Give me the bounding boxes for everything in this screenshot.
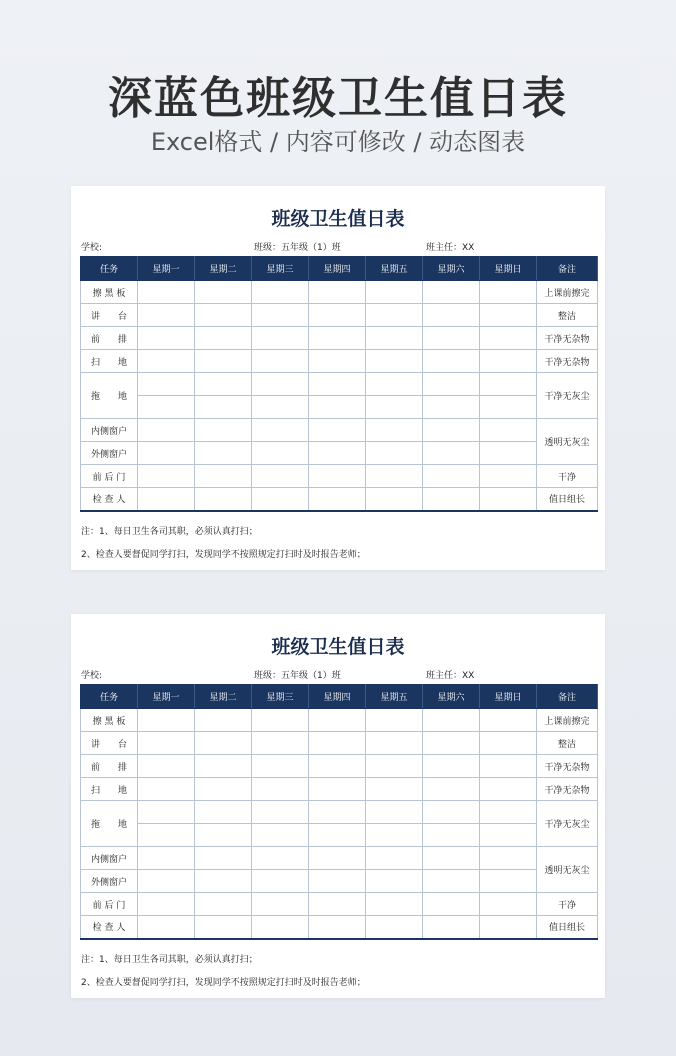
task-front-row: 前 排: [81, 327, 138, 350]
duty-sheet-2: [71, 614, 605, 998]
sat-cell[interactable]: [423, 801, 480, 824]
sun-cell[interactable]: [480, 419, 537, 442]
wed-cell[interactable]: [252, 893, 309, 916]
wed-cell[interactable]: [252, 465, 309, 488]
tue-cell[interactable]: [195, 778, 252, 801]
thu-cell[interactable]: [309, 801, 366, 824]
task-inner-window: 内侧窗户: [81, 419, 138, 442]
sat-cell[interactable]: [423, 281, 480, 304]
thu-cell[interactable]: [309, 732, 366, 755]
tue-cell[interactable]: [195, 709, 252, 732]
mon-cell[interactable]: [138, 916, 195, 939]
sat-cell[interactable]: [423, 488, 480, 511]
sat-cell[interactable]: [423, 893, 480, 916]
tue-cell[interactable]: [195, 327, 252, 350]
mon-cell[interactable]: [138, 373, 195, 396]
fri-cell[interactable]: [366, 465, 423, 488]
wed-cell[interactable]: [252, 304, 309, 327]
sun-cell[interactable]: [480, 801, 537, 824]
tue-cell[interactable]: [195, 916, 252, 939]
fri-cell[interactable]: [366, 893, 423, 916]
fri-cell[interactable]: [366, 281, 423, 304]
task-inspector: 检 查 人: [81, 916, 138, 939]
fri-cell[interactable]: [366, 304, 423, 327]
school-label: 学校:: [81, 243, 103, 253]
mon-cell[interactable]: [138, 488, 195, 511]
thu-cell[interactable]: [309, 916, 366, 939]
table-row: [81, 870, 598, 893]
table-row: [81, 419, 598, 442]
sun-cell[interactable]: [480, 893, 537, 916]
note-blackboard: 上课前擦完: [537, 281, 598, 304]
hero-subtitle: Excel格式 / 内容可修改 / 动态图表: [150, 128, 526, 156]
tue-cell[interactable]: [195, 419, 252, 442]
tue-cell[interactable]: [195, 801, 252, 824]
tue-cell[interactable]: [195, 396, 252, 419]
tue-cell[interactable]: [195, 870, 252, 893]
sat-cell[interactable]: [423, 709, 480, 732]
note-mop: 干净无灰尘: [537, 801, 598, 847]
table-row: [81, 350, 598, 373]
header-fri: 星期五: [366, 257, 423, 281]
sheet-title: 班级卫生值日表: [271, 208, 405, 230]
header-mon: 星期一: [138, 257, 195, 281]
thu-cell[interactable]: [309, 709, 366, 732]
tue-cell[interactable]: [195, 304, 252, 327]
mon-cell[interactable]: [138, 304, 195, 327]
thu-cell[interactable]: [309, 373, 366, 396]
task-blackboard: 擦 黑 板: [81, 281, 138, 304]
sat-cell[interactable]: [423, 870, 480, 893]
sat-cell[interactable]: [423, 755, 480, 778]
header-sun: 星期日: [480, 257, 537, 281]
sat-cell[interactable]: [423, 419, 480, 442]
sat-cell[interactable]: [423, 847, 480, 870]
tue-cell[interactable]: [195, 465, 252, 488]
sun-cell[interactable]: [480, 442, 537, 465]
sun-cell[interactable]: [480, 373, 537, 396]
fri-cell[interactable]: [366, 916, 423, 939]
note-inspector: 值日组长: [537, 916, 598, 939]
table-row: [81, 709, 598, 732]
table-row: [81, 801, 598, 824]
fri-cell[interactable]: [366, 870, 423, 893]
header-fri: 星期五: [366, 685, 423, 709]
mon-cell[interactable]: [138, 755, 195, 778]
sun-cell[interactable]: [480, 350, 537, 373]
thu-cell[interactable]: [309, 304, 366, 327]
thu-cell[interactable]: [309, 824, 366, 847]
mon-cell[interactable]: [138, 893, 195, 916]
tue-cell[interactable]: [195, 488, 252, 511]
footnote-2: 2、检查人要督促同学打扫，发现同学不按照规定打扫时及时报告老师；: [81, 550, 366, 560]
wed-cell[interactable]: [252, 732, 309, 755]
tue-cell[interactable]: [195, 281, 252, 304]
sun-cell[interactable]: [480, 732, 537, 755]
note-windows: 透明无灰尘: [537, 847, 598, 893]
tue-cell[interactable]: [195, 350, 252, 373]
mon-cell[interactable]: [138, 824, 195, 847]
sheet-title: 班级卫生值日表: [271, 636, 405, 658]
sun-cell[interactable]: [480, 916, 537, 939]
note-front-row: 干净无杂物: [537, 327, 598, 350]
fri-cell[interactable]: [366, 373, 423, 396]
sat-cell[interactable]: [423, 465, 480, 488]
table-row: [81, 396, 598, 419]
footnote-2: 2、检查人要督促同学打扫，发现同学不按照规定打扫时及时报告老师；: [81, 978, 366, 988]
note-sweep: 干净无杂物: [537, 778, 598, 801]
header-wed: 星期三: [252, 685, 309, 709]
sun-cell[interactable]: [480, 304, 537, 327]
thu-cell[interactable]: [309, 327, 366, 350]
note-blackboard: 上课前擦完: [537, 709, 598, 732]
hero-title: 深蓝色班级卫生值日表: [108, 73, 568, 124]
wed-cell[interactable]: [252, 755, 309, 778]
sun-cell[interactable]: [480, 824, 537, 847]
header-sat: 星期六: [423, 257, 480, 281]
tue-cell[interactable]: [195, 893, 252, 916]
mon-cell[interactable]: [138, 870, 195, 893]
mon-cell[interactable]: [138, 778, 195, 801]
footnote-1: 注：1、每日卫生各司其职，必须认真打扫；: [81, 955, 258, 965]
wed-cell[interactable]: [252, 281, 309, 304]
table-row: [81, 488, 598, 511]
table-row: [81, 732, 598, 755]
wed-cell[interactable]: [252, 778, 309, 801]
fri-cell[interactable]: [366, 442, 423, 465]
thu-cell[interactable]: [309, 442, 366, 465]
wed-cell[interactable]: [252, 801, 309, 824]
table-row: [81, 916, 598, 939]
teacher-label: 班主任：XX: [426, 671, 475, 681]
note-mop: 干净无灰尘: [537, 373, 598, 419]
sat-cell[interactable]: [423, 778, 480, 801]
mon-cell[interactable]: [138, 350, 195, 373]
mon-cell[interactable]: [138, 442, 195, 465]
header-note: 备注: [537, 685, 598, 709]
task-sweep: 扫 地: [81, 350, 138, 373]
mon-cell[interactable]: [138, 327, 195, 350]
wed-cell[interactable]: [252, 419, 309, 442]
wed-cell[interactable]: [252, 396, 309, 419]
header-thu: 星期四: [309, 257, 366, 281]
fri-cell[interactable]: [366, 847, 423, 870]
sat-cell[interactable]: [423, 442, 480, 465]
sun-cell[interactable]: [480, 281, 537, 304]
task-mop: 拖 地: [81, 373, 138, 419]
task-podium: 讲 台: [81, 732, 138, 755]
sun-cell[interactable]: [480, 396, 537, 419]
footnote-1: 注：1、每日卫生各司其职，必须认真打扫；: [81, 527, 258, 537]
header-task: 任务: [81, 257, 138, 281]
table-header-row: [81, 257, 598, 281]
class-label: 班级：五年级（1）班: [254, 243, 341, 253]
header-thu: 星期四: [309, 685, 366, 709]
table-row: [81, 327, 598, 350]
table-row: [81, 373, 598, 396]
table-row: [81, 893, 598, 916]
sat-cell[interactable]: [423, 327, 480, 350]
fri-cell[interactable]: [366, 419, 423, 442]
thu-cell[interactable]: [309, 419, 366, 442]
task-podium: 讲 台: [81, 304, 138, 327]
sun-cell[interactable]: [480, 847, 537, 870]
fri-cell[interactable]: [366, 732, 423, 755]
school-label: 学校:: [81, 671, 103, 681]
table-row: [81, 442, 598, 465]
header-wed: 星期三: [252, 257, 309, 281]
mon-cell[interactable]: [138, 419, 195, 442]
task-blackboard: 擦 黑 板: [81, 709, 138, 732]
fri-cell[interactable]: [366, 396, 423, 419]
header-sat: 星期六: [423, 685, 480, 709]
sat-cell[interactable]: [423, 304, 480, 327]
note-front-row: 干净无杂物: [537, 755, 598, 778]
wed-cell[interactable]: [252, 350, 309, 373]
sat-cell[interactable]: [423, 916, 480, 939]
wed-cell[interactable]: [252, 327, 309, 350]
sat-cell[interactable]: [423, 824, 480, 847]
task-outer-window: 外侧窗户: [81, 870, 138, 893]
table-row: [81, 778, 598, 801]
header-sun: 星期日: [480, 685, 537, 709]
thu-cell[interactable]: [309, 778, 366, 801]
table-row: [81, 281, 598, 304]
thu-cell[interactable]: [309, 350, 366, 373]
note-inspector: 值日组长: [537, 488, 598, 511]
sun-cell[interactable]: [480, 327, 537, 350]
note-podium: 整洁: [537, 304, 598, 327]
mon-cell[interactable]: [138, 396, 195, 419]
table-row: [81, 304, 598, 327]
fri-cell[interactable]: [366, 709, 423, 732]
thu-cell[interactable]: [309, 847, 366, 870]
fri-cell[interactable]: [366, 488, 423, 511]
sun-cell[interactable]: [480, 870, 537, 893]
table-row: [81, 465, 598, 488]
thu-cell[interactable]: [309, 488, 366, 511]
task-outer-window: 外侧窗户: [81, 442, 138, 465]
thu-cell[interactable]: [309, 281, 366, 304]
wed-cell[interactable]: [252, 709, 309, 732]
sat-cell[interactable]: [423, 732, 480, 755]
fri-cell[interactable]: [366, 755, 423, 778]
header-note: 备注: [537, 257, 598, 281]
header-mon: 星期一: [138, 685, 195, 709]
note-doors: 干净: [537, 465, 598, 488]
mon-cell[interactable]: [138, 801, 195, 824]
wed-cell[interactable]: [252, 870, 309, 893]
sun-cell[interactable]: [480, 709, 537, 732]
fri-cell[interactable]: [366, 824, 423, 847]
wed-cell[interactable]: [252, 442, 309, 465]
class-label: 班级：五年级（1）班: [254, 671, 341, 681]
sun-cell[interactable]: [480, 488, 537, 511]
sun-cell[interactable]: [480, 755, 537, 778]
thu-cell[interactable]: [309, 893, 366, 916]
table-header-row: [81, 685, 598, 709]
wed-cell[interactable]: [252, 847, 309, 870]
mon-cell[interactable]: [138, 465, 195, 488]
wed-cell[interactable]: [252, 824, 309, 847]
tue-cell[interactable]: [195, 732, 252, 755]
fri-cell[interactable]: [366, 350, 423, 373]
task-sweep: 扫 地: [81, 778, 138, 801]
task-inner-window: 内侧窗户: [81, 847, 138, 870]
teacher-label: 班主任：XX: [426, 243, 475, 253]
task-inspector: 检 查 人: [81, 488, 138, 511]
thu-cell[interactable]: [309, 396, 366, 419]
task-front-row: 前 排: [81, 755, 138, 778]
duty-table: [80, 684, 598, 940]
sun-cell[interactable]: [480, 778, 537, 801]
tue-cell[interactable]: [195, 847, 252, 870]
table-row: [81, 755, 598, 778]
wed-cell[interactable]: [252, 373, 309, 396]
task-mop: 拖 地: [81, 801, 138, 847]
thu-cell[interactable]: [309, 870, 366, 893]
mon-cell[interactable]: [138, 709, 195, 732]
sun-cell[interactable]: [480, 465, 537, 488]
sat-cell[interactable]: [423, 350, 480, 373]
table-row: [81, 847, 598, 870]
mon-cell[interactable]: [138, 732, 195, 755]
thu-cell[interactable]: [309, 465, 366, 488]
header-tue: 星期二: [195, 257, 252, 281]
duty-sheet-1: [71, 186, 605, 570]
table-row: [81, 824, 598, 847]
tue-cell[interactable]: [195, 373, 252, 396]
fri-cell[interactable]: [366, 778, 423, 801]
thu-cell[interactable]: [309, 755, 366, 778]
note-windows: 透明无灰尘: [537, 419, 598, 465]
mon-cell[interactable]: [138, 281, 195, 304]
duty-table: [80, 256, 598, 512]
tue-cell[interactable]: [195, 755, 252, 778]
header-tue: 星期二: [195, 685, 252, 709]
task-doors: 前 后 门: [81, 893, 138, 916]
wed-cell[interactable]: [252, 488, 309, 511]
tue-cell[interactable]: [195, 442, 252, 465]
fri-cell[interactable]: [366, 327, 423, 350]
sat-cell[interactable]: [423, 373, 480, 396]
note-podium: 整洁: [537, 732, 598, 755]
wed-cell[interactable]: [252, 916, 309, 939]
tue-cell[interactable]: [195, 824, 252, 847]
sat-cell[interactable]: [423, 396, 480, 419]
header-task: 任务: [81, 685, 138, 709]
mon-cell[interactable]: [138, 847, 195, 870]
fri-cell[interactable]: [366, 801, 423, 824]
note-sweep: 干净无杂物: [537, 350, 598, 373]
task-doors: 前 后 门: [81, 465, 138, 488]
note-doors: 干净: [537, 893, 598, 916]
